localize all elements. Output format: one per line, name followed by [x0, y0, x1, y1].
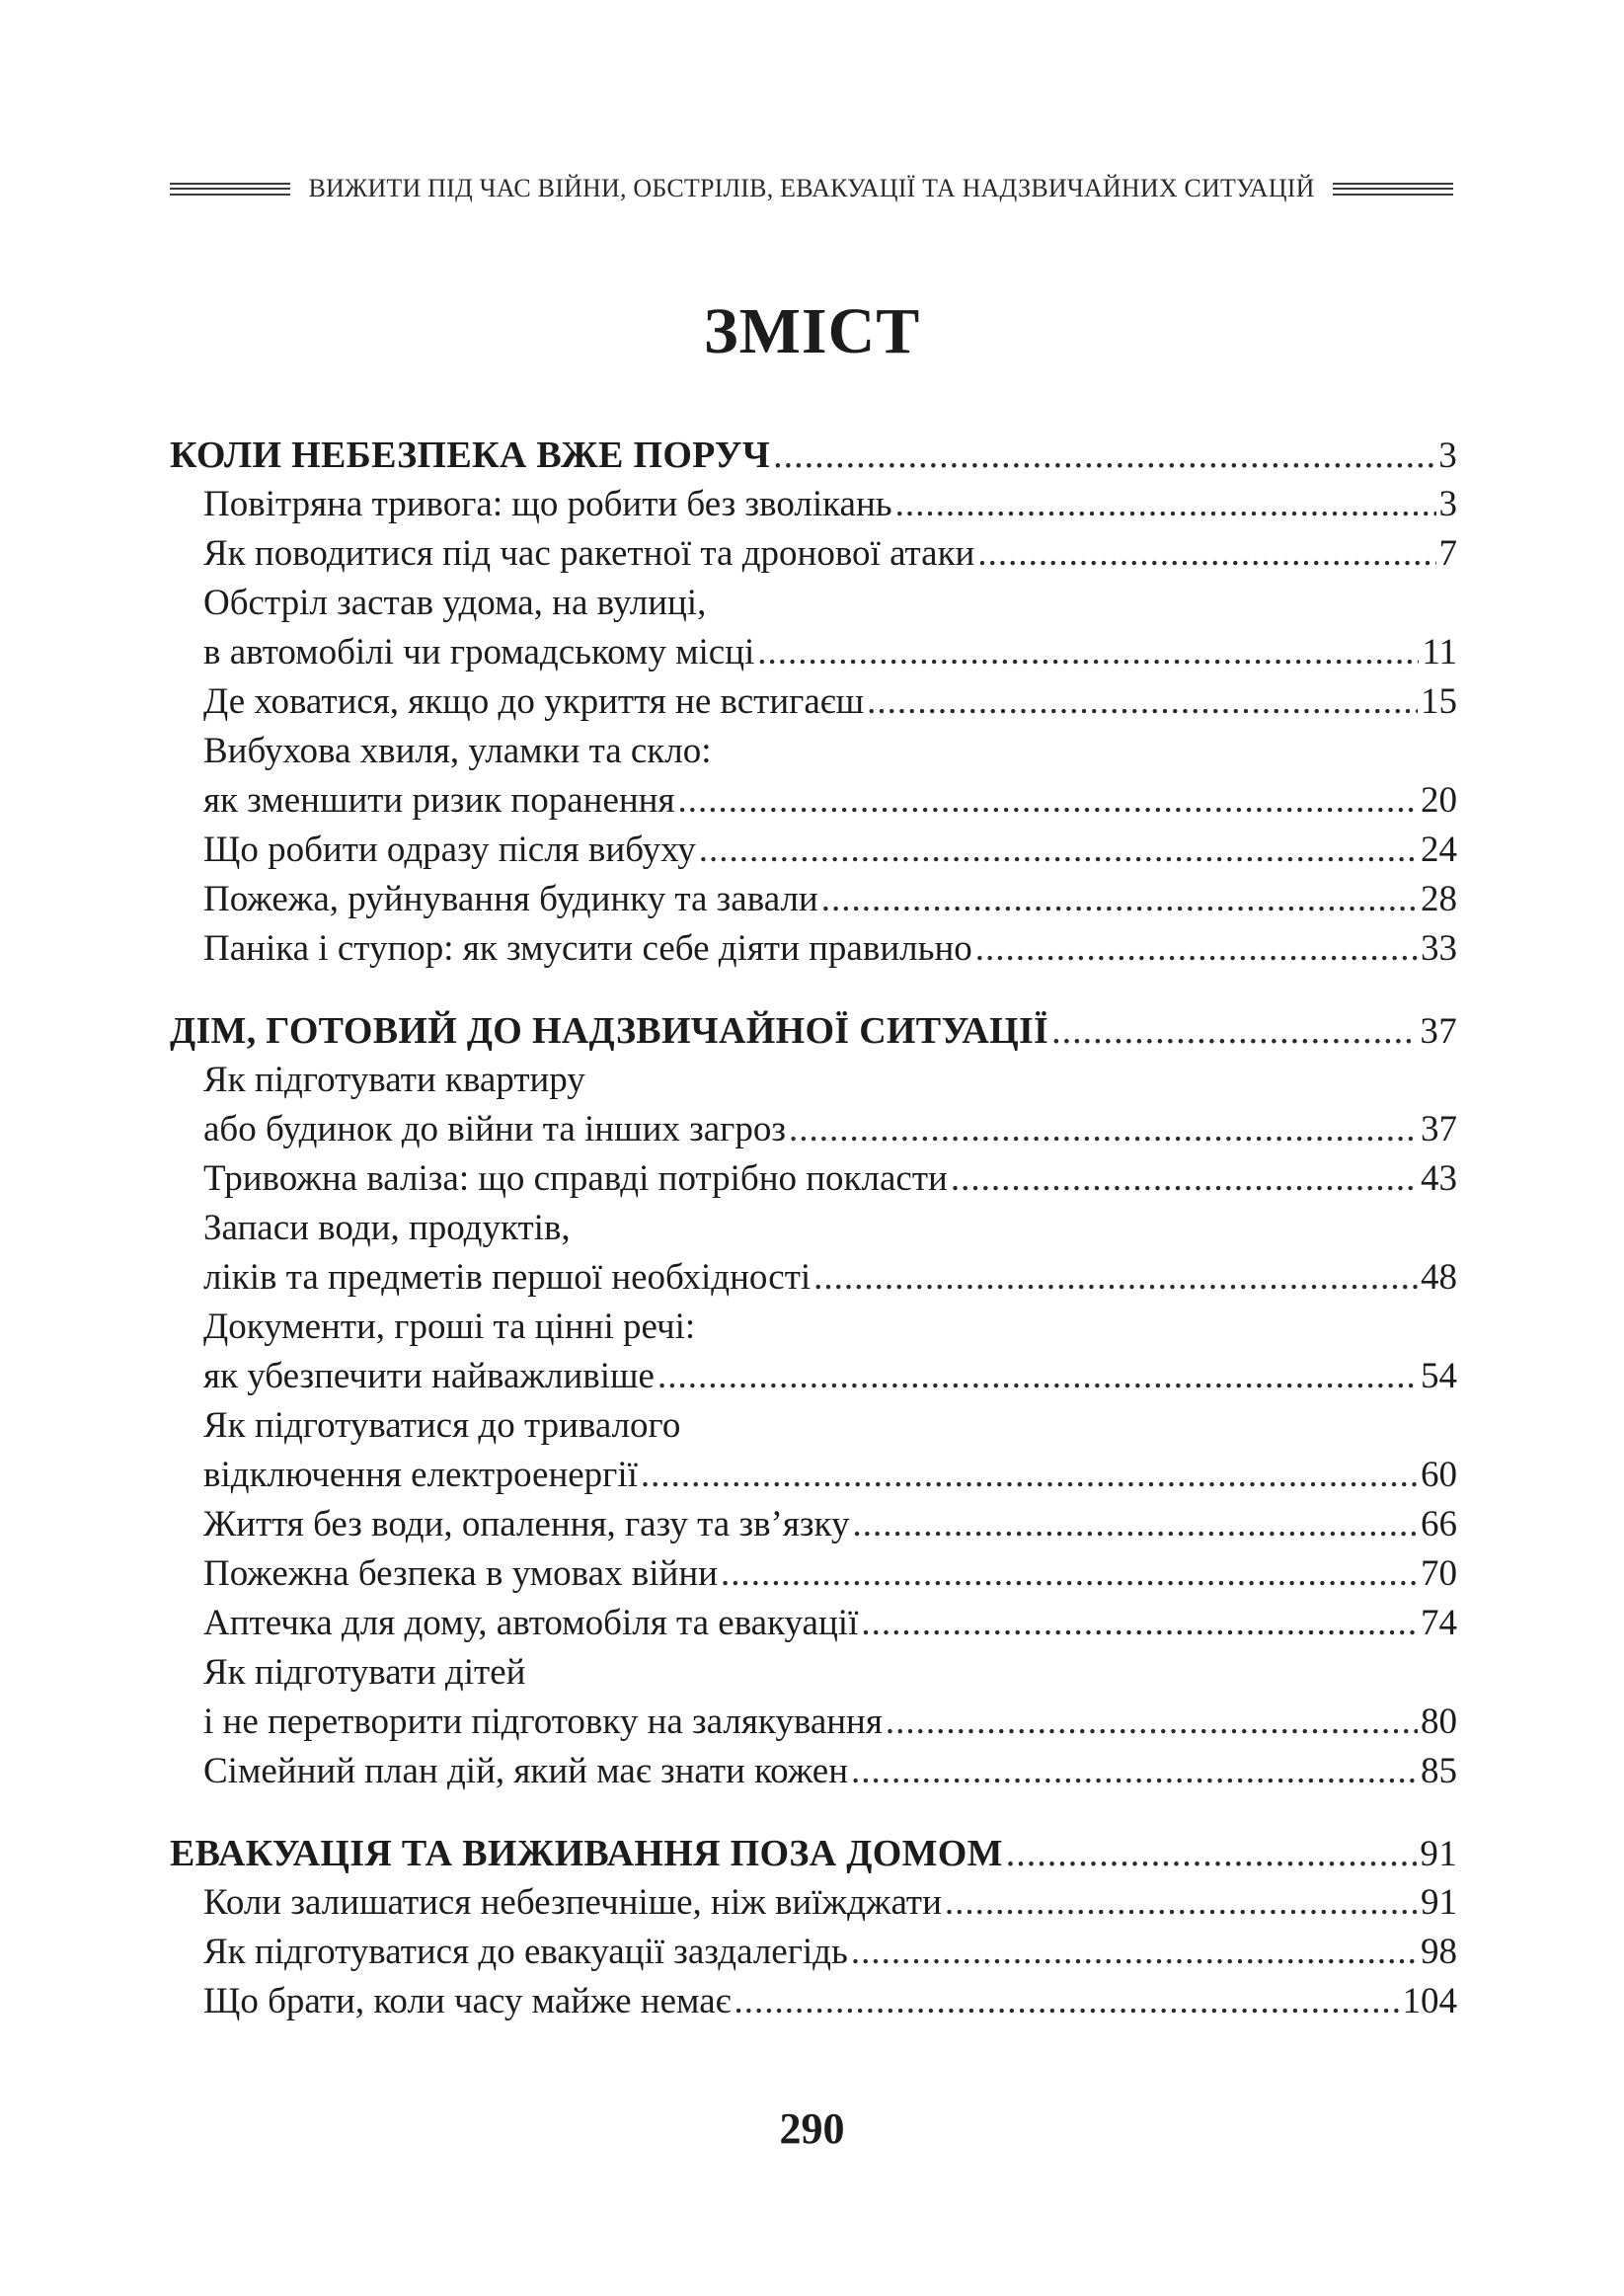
dot-leader [951, 1154, 1418, 1204]
entry-page-number: 60 [1421, 1455, 1457, 1495]
toc-entry[interactable] [170, 826, 1457, 875]
entry-title: Обстріл застав удома, на вулиці, [203, 583, 707, 623]
toc-chapter-entry[interactable] [170, 1829, 1457, 1878]
dot-leader [886, 1698, 1418, 1747]
running-head-rule-right [1333, 183, 1453, 196]
chapter-page-number: 91 [1420, 1834, 1457, 1874]
toc-entry[interactable] [170, 1599, 1457, 1648]
entry-title: Життя без води, опалення, газу та зв’язку [203, 1504, 850, 1544]
toc-section [170, 1829, 1457, 2026]
chapter-title: ДІМ, ГОТОВИЙ ДО НАДЗВИЧАЙНОЇ СИТУАЦІЇ [170, 1010, 1049, 1052]
toc-entry[interactable] [170, 1928, 1457, 1977]
toc-entry[interactable] [170, 1401, 1457, 1451]
entry-title: або будинок до війни та інших загроз [203, 1109, 786, 1149]
entry-title: як зменшити ризик поранення [203, 780, 675, 821]
toc-entry[interactable] [170, 1977, 1457, 2026]
entry-page-number: 48 [1421, 1257, 1457, 1298]
entry-title: Коли залишатися небезпечніше, ніж виїжджати [203, 1882, 942, 1923]
entry-title: Як підготуватися до тривалого [203, 1405, 681, 1446]
entry-title: і не перетворити підготовку на залякування [203, 1702, 883, 1742]
entry-page-number: 70 [1421, 1553, 1457, 1594]
entry-page-number: 28 [1421, 879, 1457, 919]
entry-page-number: 20 [1421, 780, 1457, 821]
dot-leader [895, 480, 1436, 529]
entry-page-number: 74 [1421, 1603, 1457, 1643]
entry-page-number: 66 [1421, 1504, 1457, 1544]
dot-leader [721, 1549, 1418, 1599]
dot-leader [757, 628, 1419, 677]
dot-leader [657, 1352, 1418, 1401]
dot-leader [851, 1747, 1418, 1796]
dot-leader [789, 1105, 1418, 1154]
dot-leader [945, 1878, 1418, 1928]
toc-entry[interactable] [170, 1451, 1457, 1500]
toc-entry[interactable] [170, 875, 1457, 924]
toc-entry[interactable] [170, 1303, 1457, 1352]
dot-leader [735, 1977, 1400, 2026]
running-head-title: ВИЖИТИ ПІД ЧАС ВІЙНИ, ОБСТРІЛІВ, ЕВАКУАЦІЇ ТА НАДЗВИЧАЙНИХ СИТУАЦІЙ [308, 174, 1315, 202]
toc-entry[interactable] [170, 1253, 1457, 1303]
toc-entry[interactable] [170, 924, 1457, 974]
table-of-contents [170, 431, 1457, 2059]
entry-title: Пожежна безпека в умовах війни [203, 1553, 718, 1594]
running-head-rule-left [170, 183, 290, 196]
running-head [170, 174, 1453, 203]
toc-entry[interactable] [170, 677, 1457, 727]
entry-page-number: 91 [1421, 1882, 1457, 1923]
toc-entry[interactable] [170, 1500, 1457, 1549]
entry-title: Аптечка для дому, автомобіля та евакуації [203, 1603, 859, 1643]
dot-leader [977, 529, 1435, 579]
entry-page-number: 3 [1438, 484, 1457, 524]
dot-leader [1006, 1829, 1418, 1878]
entry-page-number: 11 [1422, 632, 1457, 673]
toc-entry[interactable] [170, 1352, 1457, 1401]
toc-entry[interactable] [170, 628, 1457, 677]
toc-entry[interactable] [170, 776, 1457, 826]
entry-title: Повітряна тривога: що робити без зволікань [203, 484, 892, 524]
dot-leader [851, 1928, 1418, 1977]
dot-leader [821, 875, 1418, 924]
entry-page-number: 80 [1421, 1702, 1457, 1742]
dot-leader [699, 826, 1418, 875]
entry-title: Як підготувати дітей [203, 1652, 526, 1693]
toc-entry[interactable] [170, 1154, 1457, 1204]
entry-title: Що робити одразу після вибуху [203, 830, 696, 870]
dot-leader [975, 924, 1418, 974]
entry-title: Тривожна валіза: що справді потрібно покласти [203, 1158, 948, 1199]
entry-page-number: 15 [1421, 681, 1457, 722]
entry-title: як убезпечити найважливіше [203, 1356, 655, 1396]
entry-title: Що брати, коли часу майже немає [203, 1981, 732, 2021]
entry-title: Пожежа, руйнування будинку та завали [203, 879, 818, 919]
entry-page-number: 98 [1421, 1932, 1457, 1972]
toc-entry[interactable] [170, 1204, 1457, 1253]
entry-title: Де ховатися, якщо до укриття не встигаєш [203, 681, 865, 722]
toc-entry[interactable] [170, 1648, 1457, 1698]
entry-page-number: 54 [1421, 1356, 1457, 1396]
entry-page-number: 24 [1421, 830, 1457, 870]
entry-title: Документи, гроші та цінні речі: [203, 1306, 696, 1347]
page-number: 290 [779, 2104, 845, 2153]
entry-title: відключення електроенергії [203, 1455, 638, 1495]
entry-title: Паніка і ступор: як змусити себе діяти правильно [203, 928, 972, 969]
entry-title: Як підготуватися до евакуації заздалегідь [203, 1932, 848, 1972]
entry-title: Як підготувати квартиру [203, 1060, 585, 1100]
toc-entry[interactable] [170, 1878, 1457, 1928]
chapter-title: ЕВАКУАЦІЯ ТА ВИЖИВАННЯ ПОЗА ДОМОМ [170, 1833, 1003, 1874]
entry-title: в автомобілі чи громадському місці [203, 632, 755, 673]
toc-entry[interactable] [170, 1549, 1457, 1599]
entry-page-number: 33 [1421, 928, 1457, 969]
chapter-page-number: 37 [1420, 1011, 1457, 1052]
entry-title: Вибухова хвиля, уламки та скло: [203, 731, 712, 771]
entry-page-number: 43 [1421, 1158, 1457, 1199]
dot-leader [813, 1253, 1418, 1303]
entry-title: Запаси води, продуктів, [203, 1208, 571, 1248]
entry-page-number: 85 [1421, 1751, 1457, 1791]
toc-entry[interactable] [170, 480, 1457, 529]
dot-leader [861, 1599, 1418, 1648]
dot-leader [867, 677, 1418, 727]
entry-title: Сімейний план дій, який має знати кожен [203, 1751, 849, 1791]
entry-title: Як поводитися під час ракетної та дронової атаки [203, 533, 975, 574]
toc-entry[interactable] [170, 1056, 1457, 1105]
dot-leader [773, 431, 1435, 480]
chapter-title: КОЛИ НЕБЕЗПЕКА ВЖЕ ПОРУЧ [170, 435, 771, 476]
toc-section [170, 431, 1457, 974]
dot-leader [678, 776, 1419, 826]
toc-section [170, 1006, 1457, 1796]
entry-title: ліків та предметів першої необхідності [203, 1257, 812, 1298]
toc-entry[interactable] [170, 1105, 1457, 1154]
toc-chapter-entry[interactable] [170, 431, 1457, 480]
toc-entry[interactable] [170, 1747, 1457, 1796]
toc-entry[interactable] [170, 727, 1457, 776]
entry-page-number: 7 [1438, 533, 1457, 574]
toc-entry[interactable] [170, 1698, 1457, 1747]
page-title: ЗМІСТ [703, 295, 921, 367]
dot-leader [852, 1500, 1418, 1549]
entry-page-number: 37 [1421, 1109, 1457, 1149]
toc-entry[interactable] [170, 579, 1457, 628]
toc-entry[interactable] [170, 529, 1457, 579]
toc-chapter-entry[interactable] [170, 1006, 1457, 1056]
chapter-page-number: 3 [1438, 435, 1457, 476]
entry-page-number: 104 [1402, 1981, 1457, 2021]
dot-leader [1051, 1006, 1417, 1056]
dot-leader [641, 1451, 1418, 1500]
